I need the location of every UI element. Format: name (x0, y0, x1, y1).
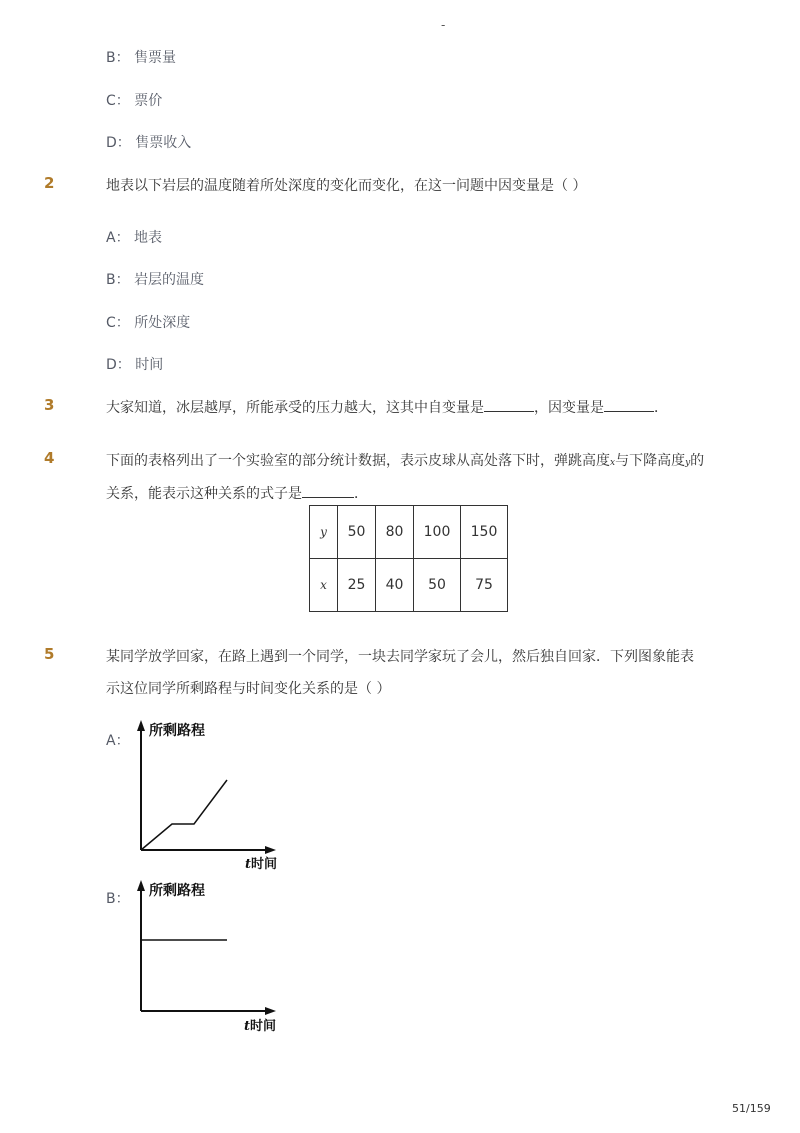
option-letter: C： (106, 315, 130, 331)
x-axis-arrow (265, 846, 276, 854)
q3-text-b: ，因变量是 (534, 400, 604, 416)
question-4-line-1 (106, 450, 704, 470)
option-text: 地表 (134, 230, 163, 246)
variable-y: y (685, 458, 691, 468)
option-text: 票价 (134, 93, 163, 109)
question-4-line-2 (106, 483, 368, 503)
data-table (309, 505, 508, 612)
answer-blank[interactable] (484, 397, 534, 412)
x-axis-arrow (265, 1007, 276, 1015)
q2-option-c[interactable] (106, 312, 190, 332)
option-text: 售票收入 (135, 135, 192, 151)
option-text: 时间 (135, 357, 164, 373)
option-letter: A： (106, 230, 130, 246)
question-5-line-2: 示这位同学所剩路程与时间变化关系的是（ ） (106, 681, 391, 697)
answer-blank[interactable] (604, 397, 654, 412)
option-text: 所处深度 (134, 315, 191, 331)
x-axis-label: 时间 (251, 857, 278, 872)
option-text: 售票量 (134, 50, 177, 66)
question-number: 2 (44, 174, 55, 192)
x-axis-variable: t (244, 1019, 251, 1034)
option-c[interactable] (106, 90, 162, 110)
question-3-text (106, 397, 668, 417)
table-cell: 50 (414, 559, 461, 612)
table-row (310, 559, 508, 612)
q2-option-b[interactable] (106, 269, 204, 289)
row-header-x: x (310, 559, 338, 612)
page-number: 51/159 (732, 1102, 771, 1115)
q4-text-b: 与下降高度 (615, 453, 686, 469)
table-row (310, 506, 508, 559)
q2-option-d[interactable] (106, 354, 163, 374)
q2-option-a[interactable] (106, 227, 162, 247)
row-header-y: y (310, 506, 338, 559)
question-5-line-1: 某同学放学回家，在路上遇到一个同学，一块去同学家玩了会儿，然后独自回家．下列图象能表 (106, 649, 694, 665)
q4-text-a: 下面的表格列出了一个实验室的部分统计数据，表示皮球从高处落下时，弹跳高度 (106, 453, 610, 469)
question-number: 3 (44, 396, 55, 414)
option-letter: D： (106, 357, 131, 373)
top-mark: - (441, 18, 446, 32)
x-axis-label: 时间 (250, 1019, 277, 1034)
table-cell: 100 (414, 506, 461, 559)
option-text: 岩层的温度 (134, 272, 205, 288)
q3-text-a: 大家知道，冰层越厚，所能承受的压力越大，这其中自变量是 (106, 400, 484, 416)
option-letter: D： (106, 135, 131, 151)
y-axis-arrow (137, 720, 145, 731)
table-cell: 75 (461, 559, 508, 612)
table-cell: 50 (338, 506, 376, 559)
graph-a[interactable] (130, 718, 290, 878)
question-2-text: 地表以下岩层的温度随着所处深度的变化而变化，在这一问题中因变量是（ ） (106, 178, 587, 194)
question-number: 4 (44, 449, 55, 467)
table-cell: 150 (461, 506, 508, 559)
q4-text-e: ． (354, 486, 368, 502)
graph-a-letter[interactable]: A： (106, 733, 130, 749)
option-letter: C： (106, 93, 130, 109)
q4-text-d: 关系，能表示这种关系的式子是 (106, 486, 302, 502)
question-number: 5 (44, 645, 55, 663)
q3-text-c: ． (654, 400, 668, 416)
q4-text-c: 的 (690, 453, 705, 469)
graph-b-letter[interactable]: B： (106, 891, 130, 907)
x-axis-variable: t (245, 857, 252, 872)
graph-b[interactable] (130, 878, 290, 1038)
option-letter: B： (106, 50, 130, 66)
table-cell: 40 (376, 559, 414, 612)
option-b[interactable] (106, 47, 176, 67)
option-d[interactable] (106, 132, 191, 152)
y-axis-arrow (137, 880, 145, 891)
y-axis-label: 所剩路程 (149, 723, 205, 739)
option-letter: B： (106, 272, 130, 288)
table-cell: 25 (338, 559, 376, 612)
answer-blank[interactable] (302, 483, 354, 498)
variable-x: x (610, 458, 616, 468)
table-cell: 80 (376, 506, 414, 559)
y-axis-label: 所剩路程 (149, 883, 205, 899)
graph-line (141, 780, 227, 850)
